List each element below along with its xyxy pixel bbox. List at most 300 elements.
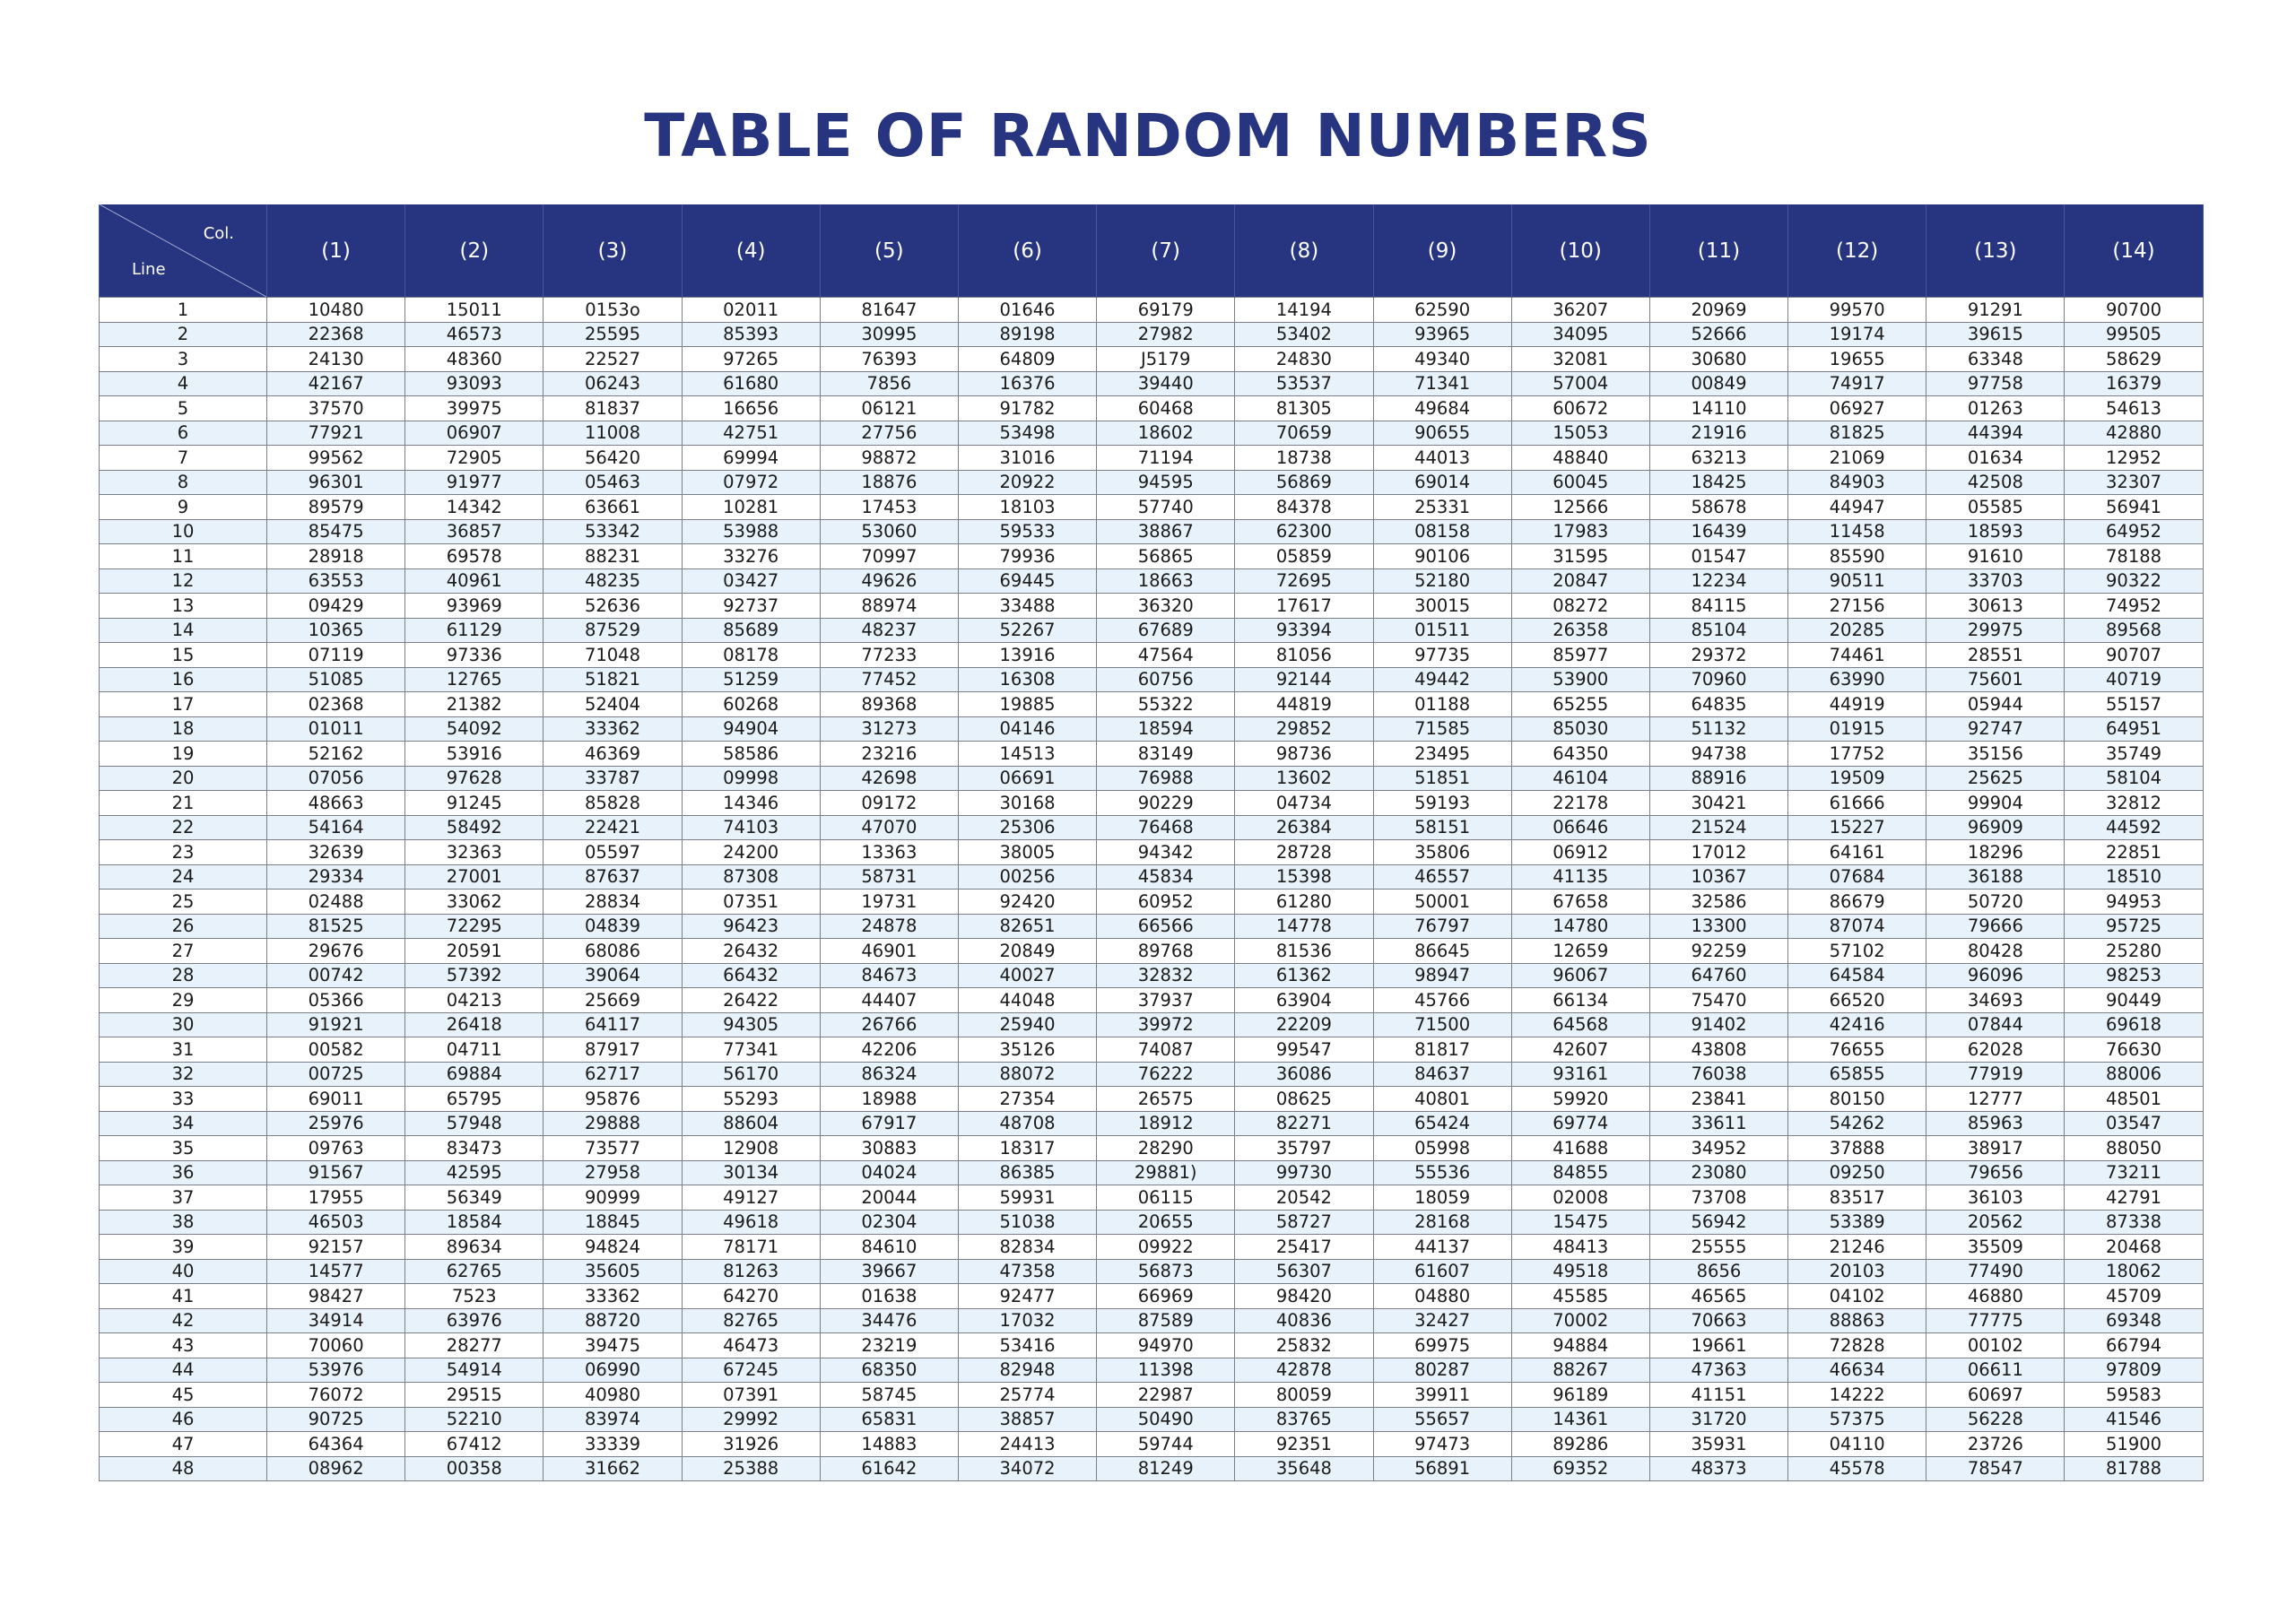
number-cell: 89286 bbox=[1511, 1432, 1649, 1457]
number-cell: 33276 bbox=[682, 544, 820, 569]
line-number-cell: 8 bbox=[100, 470, 267, 495]
number-cell: 25417 bbox=[1235, 1235, 1373, 1260]
page-title: TABLE OF RANDOM NUMBERS bbox=[644, 101, 1652, 170]
number-cell: 71585 bbox=[1373, 716, 1511, 742]
number-cell: 96301 bbox=[267, 470, 405, 495]
number-cell: 94953 bbox=[2065, 890, 2203, 915]
number-cell: 27354 bbox=[958, 1087, 1096, 1112]
number-cell: 80059 bbox=[1235, 1383, 1373, 1408]
number-cell: 05366 bbox=[267, 988, 405, 1013]
number-cell: 06611 bbox=[1926, 1358, 2065, 1383]
number-cell: 06990 bbox=[544, 1358, 682, 1383]
number-cell: 94305 bbox=[682, 1012, 820, 1037]
number-cell: 10281 bbox=[682, 495, 820, 520]
number-cell: 98872 bbox=[820, 446, 958, 471]
number-cell: 49618 bbox=[682, 1210, 820, 1235]
number-cell: 38857 bbox=[958, 1407, 1096, 1432]
number-cell: 74952 bbox=[2065, 594, 2203, 619]
line-number-cell: 26 bbox=[100, 914, 267, 939]
number-cell: 12234 bbox=[1649, 568, 1787, 594]
number-cell: 14780 bbox=[1511, 914, 1649, 939]
number-cell: 30883 bbox=[820, 1136, 958, 1161]
number-cell: 34952 bbox=[1649, 1136, 1787, 1161]
number-cell: 98947 bbox=[1373, 963, 1511, 988]
number-cell: 58586 bbox=[682, 742, 820, 767]
number-cell: 74917 bbox=[1788, 371, 1926, 396]
number-cell: 14222 bbox=[1788, 1383, 1926, 1408]
table-row bbox=[100, 1235, 2204, 1260]
number-cell: 05585 bbox=[1926, 495, 2065, 520]
number-cell: 24130 bbox=[267, 347, 405, 372]
number-cell: 13363 bbox=[820, 840, 958, 865]
number-cell: 0153o bbox=[544, 298, 682, 323]
number-cell: 14577 bbox=[267, 1259, 405, 1284]
number-cell: 84378 bbox=[1235, 495, 1373, 520]
number-cell: 19509 bbox=[1788, 766, 1926, 791]
number-cell: 62765 bbox=[405, 1259, 544, 1284]
number-cell: 93093 bbox=[405, 371, 544, 396]
number-cell: 53498 bbox=[958, 421, 1096, 446]
number-cell: 14883 bbox=[820, 1432, 958, 1457]
column-header: (2) bbox=[405, 204, 544, 298]
line-number-cell: 14 bbox=[100, 618, 267, 643]
number-cell: 58629 bbox=[2065, 347, 2203, 372]
number-cell: 08178 bbox=[682, 643, 820, 668]
number-cell: 04213 bbox=[405, 988, 544, 1013]
number-cell: 20285 bbox=[1788, 618, 1926, 643]
number-cell: 37888 bbox=[1788, 1136, 1926, 1161]
number-cell: 50490 bbox=[1097, 1407, 1235, 1432]
number-cell: 46104 bbox=[1511, 766, 1649, 791]
number-cell: 15398 bbox=[1235, 864, 1373, 890]
line-number-cell: 21 bbox=[100, 791, 267, 816]
number-cell: 40027 bbox=[958, 963, 1096, 988]
number-cell: 21916 bbox=[1649, 421, 1787, 446]
number-cell: 67689 bbox=[1097, 618, 1235, 643]
line-number-cell: 41 bbox=[100, 1284, 267, 1309]
number-cell: 88006 bbox=[2065, 1062, 2203, 1087]
number-cell: 35156 bbox=[1926, 742, 2065, 767]
number-cell: 56869 bbox=[1235, 470, 1373, 495]
number-cell: 86324 bbox=[820, 1062, 958, 1087]
number-cell: 46880 bbox=[1926, 1284, 2065, 1309]
number-cell: 61280 bbox=[1235, 890, 1373, 915]
number-cell: 25595 bbox=[544, 322, 682, 347]
number-cell: 89368 bbox=[820, 692, 958, 717]
number-cell: 21069 bbox=[1788, 446, 1926, 471]
number-cell: 03547 bbox=[2065, 1111, 2203, 1136]
line-number-cell: 29 bbox=[100, 988, 267, 1013]
number-cell: 85977 bbox=[1511, 643, 1649, 668]
number-cell: 28168 bbox=[1373, 1210, 1511, 1235]
number-cell: 53402 bbox=[1235, 322, 1373, 347]
number-cell: 39615 bbox=[1926, 322, 2065, 347]
number-cell: 99570 bbox=[1788, 298, 1926, 323]
number-cell: 01011 bbox=[267, 716, 405, 742]
number-cell: 51038 bbox=[958, 1210, 1096, 1235]
number-cell: 76630 bbox=[2065, 1037, 2203, 1063]
number-cell: 25388 bbox=[682, 1456, 820, 1481]
number-cell: 49518 bbox=[1511, 1259, 1649, 1284]
number-cell: 12659 bbox=[1511, 939, 1649, 964]
column-header: (9) bbox=[1373, 204, 1511, 298]
number-cell: 36207 bbox=[1511, 298, 1649, 323]
number-cell: 54262 bbox=[1788, 1111, 1926, 1136]
number-cell: 67917 bbox=[820, 1111, 958, 1136]
number-cell: 95876 bbox=[544, 1087, 682, 1112]
number-cell: 84637 bbox=[1373, 1062, 1511, 1087]
number-cell: 29334 bbox=[267, 864, 405, 890]
table-row bbox=[100, 1432, 2204, 1457]
number-cell: 42416 bbox=[1788, 1012, 1926, 1037]
line-number-cell: 38 bbox=[100, 1210, 267, 1235]
number-cell: 35931 bbox=[1649, 1432, 1787, 1457]
number-cell: 82834 bbox=[958, 1235, 1096, 1260]
number-cell: 81536 bbox=[1235, 939, 1373, 964]
table-row bbox=[100, 371, 2204, 396]
number-cell: 60952 bbox=[1097, 890, 1235, 915]
number-cell: 76797 bbox=[1373, 914, 1511, 939]
number-cell: 17032 bbox=[958, 1308, 1096, 1333]
number-cell: 09250 bbox=[1788, 1160, 1926, 1185]
number-cell: 12908 bbox=[682, 1136, 820, 1161]
number-cell: 00102 bbox=[1926, 1333, 2065, 1358]
number-cell: 48501 bbox=[2065, 1087, 2203, 1112]
number-cell: 70997 bbox=[820, 544, 958, 569]
number-cell: 83473 bbox=[405, 1136, 544, 1161]
number-cell: 96189 bbox=[1511, 1383, 1649, 1408]
number-cell: 84903 bbox=[1788, 470, 1926, 495]
number-cell: 88720 bbox=[544, 1308, 682, 1333]
number-cell: 80287 bbox=[1373, 1358, 1511, 1383]
table-row bbox=[100, 643, 2204, 668]
number-cell: 56941 bbox=[2065, 495, 2203, 520]
number-cell: 86385 bbox=[958, 1160, 1096, 1185]
number-cell: 89768 bbox=[1097, 939, 1235, 964]
number-cell: 27156 bbox=[1788, 594, 1926, 619]
number-cell: 29372 bbox=[1649, 643, 1787, 668]
number-cell: 09429 bbox=[267, 594, 405, 619]
number-cell: 01547 bbox=[1649, 544, 1787, 569]
number-cell: 40961 bbox=[405, 568, 544, 594]
number-cell: 54164 bbox=[267, 815, 405, 840]
number-cell: 66520 bbox=[1788, 988, 1926, 1013]
number-cell: 21524 bbox=[1649, 815, 1787, 840]
number-cell: 56865 bbox=[1097, 544, 1235, 569]
number-cell: 56307 bbox=[1235, 1259, 1373, 1284]
number-cell: 20655 bbox=[1097, 1210, 1235, 1235]
number-cell: 36188 bbox=[1926, 864, 2065, 890]
number-cell: 60268 bbox=[682, 692, 820, 717]
table-row bbox=[100, 1160, 2204, 1185]
number-cell: 00358 bbox=[405, 1456, 544, 1481]
number-cell: 61642 bbox=[820, 1456, 958, 1481]
number-cell: 58727 bbox=[1235, 1210, 1373, 1235]
number-cell: 05998 bbox=[1373, 1136, 1511, 1161]
number-cell: 14778 bbox=[1235, 914, 1373, 939]
number-cell: 32812 bbox=[2065, 791, 2203, 816]
number-cell: 07351 bbox=[682, 890, 820, 915]
number-cell: 16656 bbox=[682, 396, 820, 421]
number-cell: 32639 bbox=[267, 840, 405, 865]
number-cell: 49684 bbox=[1373, 396, 1511, 421]
number-cell: 08962 bbox=[267, 1456, 405, 1481]
number-cell: 72695 bbox=[1235, 568, 1373, 594]
number-cell: 88050 bbox=[2065, 1136, 2203, 1161]
table-row bbox=[100, 1284, 2204, 1309]
number-cell: 93394 bbox=[1235, 618, 1373, 643]
number-cell: 81056 bbox=[1235, 643, 1373, 668]
number-cell: 90655 bbox=[1373, 421, 1511, 446]
number-cell: 04146 bbox=[958, 716, 1096, 742]
number-cell: 22527 bbox=[544, 347, 682, 372]
number-cell: 69348 bbox=[2065, 1308, 2203, 1333]
number-cell: 69014 bbox=[1373, 470, 1511, 495]
number-cell: 29515 bbox=[405, 1383, 544, 1408]
line-number-cell: 24 bbox=[100, 864, 267, 890]
number-cell: 20969 bbox=[1649, 298, 1787, 323]
table-row bbox=[100, 1037, 2204, 1063]
number-cell: 48235 bbox=[544, 568, 682, 594]
number-cell: 51259 bbox=[682, 667, 820, 692]
number-cell: 67658 bbox=[1511, 890, 1649, 915]
number-cell: 33488 bbox=[958, 594, 1096, 619]
number-cell: 00256 bbox=[958, 864, 1096, 890]
number-cell: 26358 bbox=[1511, 618, 1649, 643]
number-cell: 25331 bbox=[1373, 495, 1511, 520]
number-cell: 44137 bbox=[1373, 1235, 1511, 1260]
number-cell: 47358 bbox=[958, 1259, 1096, 1284]
number-cell: 01263 bbox=[1926, 396, 2065, 421]
number-cell: 02008 bbox=[1511, 1185, 1649, 1211]
number-cell: 69445 bbox=[958, 568, 1096, 594]
number-cell: 51851 bbox=[1373, 766, 1511, 791]
number-cell: 37570 bbox=[267, 396, 405, 421]
number-cell: 35126 bbox=[958, 1037, 1096, 1063]
number-cell: 64835 bbox=[1649, 692, 1787, 717]
number-cell: 35605 bbox=[544, 1259, 682, 1284]
number-cell: 25774 bbox=[958, 1383, 1096, 1408]
number-cell: 56420 bbox=[544, 446, 682, 471]
number-cell: 63553 bbox=[267, 568, 405, 594]
number-cell: 18602 bbox=[1097, 421, 1235, 446]
line-number-cell: 10 bbox=[100, 519, 267, 544]
number-cell: 75470 bbox=[1649, 988, 1787, 1013]
number-cell: 06691 bbox=[958, 766, 1096, 791]
number-cell: 64270 bbox=[682, 1284, 820, 1309]
number-cell: 04839 bbox=[544, 914, 682, 939]
number-cell: 31926 bbox=[682, 1432, 820, 1457]
number-cell: 25940 bbox=[958, 1012, 1096, 1037]
number-cell: 10480 bbox=[267, 298, 405, 323]
number-cell: 98736 bbox=[1235, 742, 1373, 767]
number-cell: 05597 bbox=[544, 840, 682, 865]
table-row bbox=[100, 1062, 2204, 1087]
number-cell: 27756 bbox=[820, 421, 958, 446]
number-cell: 06927 bbox=[1788, 396, 1926, 421]
line-number-cell: 45 bbox=[100, 1383, 267, 1408]
number-cell: 01646 bbox=[958, 298, 1096, 323]
number-cell: 68350 bbox=[820, 1358, 958, 1383]
number-cell: 55322 bbox=[1097, 692, 1235, 717]
line-number-cell: 7 bbox=[100, 446, 267, 471]
number-cell: 76072 bbox=[267, 1383, 405, 1408]
line-number-cell: 30 bbox=[100, 1012, 267, 1037]
number-cell: 28277 bbox=[405, 1333, 544, 1358]
number-cell: 80428 bbox=[1926, 939, 2065, 964]
number-cell: 60756 bbox=[1097, 667, 1235, 692]
number-cell: 22851 bbox=[2065, 840, 2203, 865]
number-cell: 57375 bbox=[1788, 1407, 1926, 1432]
number-cell: 26418 bbox=[405, 1012, 544, 1037]
line-number-cell: 11 bbox=[100, 544, 267, 569]
number-cell: 22368 bbox=[267, 322, 405, 347]
table-row bbox=[100, 1259, 2204, 1284]
number-cell: 90511 bbox=[1788, 568, 1926, 594]
number-cell: 43808 bbox=[1649, 1037, 1787, 1063]
number-cell: 65255 bbox=[1511, 692, 1649, 717]
number-cell: 85393 bbox=[682, 322, 820, 347]
line-number-cell: 6 bbox=[100, 421, 267, 446]
number-cell: 62590 bbox=[1373, 298, 1511, 323]
number-cell: 99730 bbox=[1235, 1160, 1373, 1185]
number-cell: 19655 bbox=[1788, 347, 1926, 372]
line-number-cell: 18 bbox=[100, 716, 267, 742]
number-cell: 66134 bbox=[1511, 988, 1649, 1013]
number-cell: 94970 bbox=[1097, 1333, 1235, 1358]
number-cell: 04110 bbox=[1788, 1432, 1926, 1457]
number-cell: 71341 bbox=[1373, 371, 1511, 396]
number-cell: 42791 bbox=[2065, 1185, 2203, 1211]
number-cell: 25306 bbox=[958, 815, 1096, 840]
number-cell: 63904 bbox=[1235, 988, 1373, 1013]
line-number-cell: 19 bbox=[100, 742, 267, 767]
number-cell: 04880 bbox=[1373, 1284, 1511, 1309]
number-cell: 69011 bbox=[267, 1087, 405, 1112]
number-cell: 78547 bbox=[1926, 1456, 2065, 1481]
number-cell: 39667 bbox=[820, 1259, 958, 1284]
number-cell: 61666 bbox=[1788, 791, 1926, 816]
number-cell: 26432 bbox=[682, 939, 820, 964]
number-cell: 11008 bbox=[544, 421, 682, 446]
number-cell: 23080 bbox=[1649, 1160, 1787, 1185]
number-cell: 53342 bbox=[544, 519, 682, 544]
number-cell: 31662 bbox=[544, 1456, 682, 1481]
number-cell: 32363 bbox=[405, 840, 544, 865]
number-cell: 85475 bbox=[267, 519, 405, 544]
number-cell: 57392 bbox=[405, 963, 544, 988]
number-cell: 48237 bbox=[820, 618, 958, 643]
number-cell: 12777 bbox=[1926, 1087, 2065, 1112]
column-header: (7) bbox=[1097, 204, 1235, 298]
number-cell: 64584 bbox=[1788, 963, 1926, 988]
number-cell: 76655 bbox=[1788, 1037, 1926, 1063]
number-cell: 36320 bbox=[1097, 594, 1235, 619]
table-row bbox=[100, 1111, 2204, 1136]
number-cell: 02488 bbox=[267, 890, 405, 915]
number-cell: 59920 bbox=[1511, 1087, 1649, 1112]
number-cell: 96067 bbox=[1511, 963, 1649, 988]
number-cell: 45709 bbox=[2065, 1284, 2203, 1309]
number-cell: 13300 bbox=[1649, 914, 1787, 939]
table-row bbox=[100, 716, 2204, 742]
number-cell: 26422 bbox=[682, 988, 820, 1013]
number-cell: 42595 bbox=[405, 1160, 544, 1185]
number-cell: 87637 bbox=[544, 864, 682, 890]
number-cell: 31720 bbox=[1649, 1407, 1787, 1432]
number-cell: 55657 bbox=[1373, 1407, 1511, 1432]
number-cell: 99904 bbox=[1926, 791, 2065, 816]
number-cell: 91245 bbox=[405, 791, 544, 816]
number-cell: 14194 bbox=[1235, 298, 1373, 323]
number-cell: 24878 bbox=[820, 914, 958, 939]
number-cell: 56942 bbox=[1649, 1210, 1787, 1235]
number-cell: 02368 bbox=[267, 692, 405, 717]
number-cell: 30015 bbox=[1373, 594, 1511, 619]
number-cell: 84610 bbox=[820, 1235, 958, 1260]
column-header: (12) bbox=[1788, 204, 1926, 298]
number-cell: 18062 bbox=[2065, 1259, 2203, 1284]
table-row bbox=[100, 1333, 2204, 1358]
number-cell: 38005 bbox=[958, 840, 1096, 865]
number-cell: 88072 bbox=[958, 1062, 1096, 1087]
line-number-cell: 48 bbox=[100, 1456, 267, 1481]
table-row bbox=[100, 568, 2204, 594]
number-cell: 70060 bbox=[267, 1333, 405, 1358]
number-cell: 00849 bbox=[1649, 371, 1787, 396]
number-cell: 15227 bbox=[1788, 815, 1926, 840]
number-cell: 92420 bbox=[958, 890, 1096, 915]
number-cell: 20103 bbox=[1788, 1259, 1926, 1284]
number-cell: 28918 bbox=[267, 544, 405, 569]
number-cell: 18738 bbox=[1235, 446, 1373, 471]
number-cell: 94342 bbox=[1097, 840, 1235, 865]
line-number-cell: 17 bbox=[100, 692, 267, 717]
number-cell: 8656 bbox=[1649, 1259, 1787, 1284]
table-row bbox=[100, 495, 2204, 520]
number-cell: 64568 bbox=[1511, 1012, 1649, 1037]
line-number-cell: 27 bbox=[100, 939, 267, 964]
number-cell: 24830 bbox=[1235, 347, 1373, 372]
number-cell: 47363 bbox=[1649, 1358, 1787, 1383]
number-cell: 44394 bbox=[1926, 421, 2065, 446]
column-header: (1) bbox=[267, 204, 405, 298]
number-cell: 75601 bbox=[1926, 667, 2065, 692]
number-cell: 88267 bbox=[1511, 1358, 1649, 1383]
number-cell: 89568 bbox=[2065, 618, 2203, 643]
number-cell: 85030 bbox=[1511, 716, 1649, 742]
number-cell: 13602 bbox=[1235, 766, 1373, 791]
number-cell: 26766 bbox=[820, 1012, 958, 1037]
column-header: (5) bbox=[820, 204, 958, 298]
column-header: (14) bbox=[2065, 204, 2203, 298]
table-row bbox=[100, 470, 2204, 495]
number-cell: 25555 bbox=[1649, 1235, 1787, 1260]
number-cell: 74087 bbox=[1097, 1037, 1235, 1063]
number-cell: 90725 bbox=[267, 1407, 405, 1432]
number-cell: 27001 bbox=[405, 864, 544, 890]
number-cell: 82948 bbox=[958, 1358, 1096, 1383]
line-number-cell: 4 bbox=[100, 371, 267, 396]
column-header: (13) bbox=[1926, 204, 2065, 298]
number-cell: 80150 bbox=[1788, 1087, 1926, 1112]
number-cell: 66566 bbox=[1097, 914, 1235, 939]
number-cell: 63976 bbox=[405, 1308, 544, 1333]
number-cell: 41151 bbox=[1649, 1383, 1787, 1408]
number-cell: 64760 bbox=[1649, 963, 1787, 988]
number-cell: 92477 bbox=[958, 1284, 1096, 1309]
line-number-cell: 22 bbox=[100, 815, 267, 840]
